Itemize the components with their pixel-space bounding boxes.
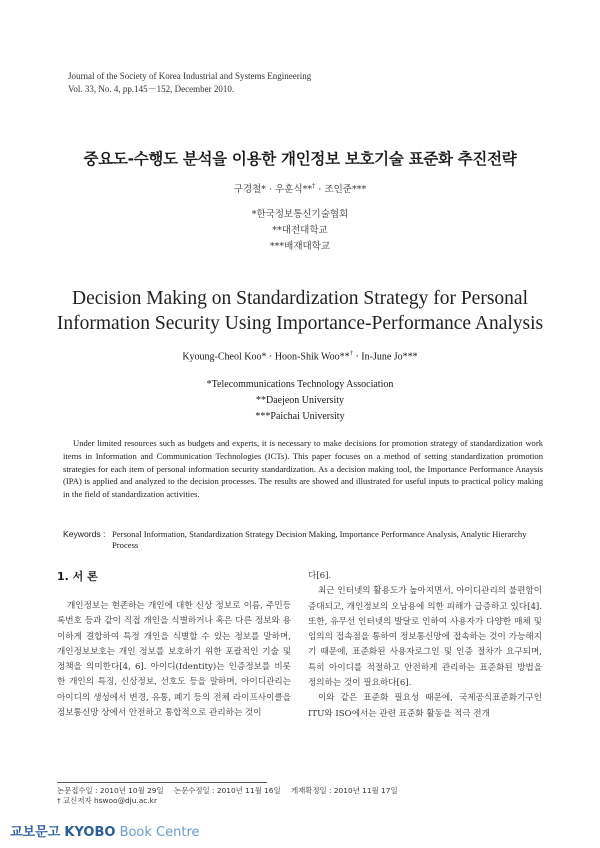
paragraph: 다[6]. xyxy=(308,571,332,581)
revised-date: 논문수정일 : 2010년 11월 16일 xyxy=(173,786,281,795)
english-authors: Kyoung-Cheol Koo* · Hoon-Shik Woo**† · In-June Jo*** xyxy=(182,350,418,363)
body-column-right xyxy=(308,569,542,722)
author-3: 조인준*** xyxy=(324,184,367,195)
corresponding-mark: † xyxy=(349,350,353,357)
kyobo-watermark xyxy=(10,821,200,840)
journal-name: Journal of the Society of Korea Industrial and Systems Engineering xyxy=(68,71,312,81)
affiliation: *한국정보통신기술협회 xyxy=(251,209,349,220)
affiliation: ***Paichai University xyxy=(255,411,345,422)
keywords-label: Keywords : xyxy=(63,529,106,539)
footnote-divider xyxy=(57,782,267,783)
author-1: 구경철* xyxy=(233,184,267,195)
author-3: In-June Jo*** xyxy=(361,351,418,363)
journal-header xyxy=(68,70,311,96)
footnote xyxy=(57,786,406,806)
author-2: 우훈식** xyxy=(275,184,313,195)
keywords-text: Personal Information, Standardization Strategy Decision Making, Importance Performance Analysis, Analytic Hierarchy Process xyxy=(112,529,527,550)
english-title: Decision Making on Standardization Strategy for Personal Information Security Using Importance-Performance Analysis xyxy=(56,288,544,334)
affiliation: **Daejeon University xyxy=(255,395,345,406)
english-affiliations xyxy=(0,377,600,425)
korean-affiliations xyxy=(0,207,600,255)
brand-suffix: Book Centre xyxy=(119,825,200,840)
corresponding-mark: † xyxy=(312,181,316,190)
body-column-left: 개인정보는 현존하는 개인에 대한 신상 정보로 이름, 주민등록번호 등과 같이 직접 개인을 식별하거나 혹은 다른 정보와 용이하게 결합하여 특정 개인을 식별할 수 있는 정보를 말하며, 개인정보보호는 개인 정보를 보호하기 위한 포괄적인 기술 및 정책을 의미한다[4, 6]. 아이디(Identity)는 인증정보를 비롯한 개인의 특징, 신상정보, 선호도 등을 말하며, 아이디관리는 아이디의 생성에서 변경, 유통, 폐기 등의 전체 라이프사이클을 정보통신망 상에서 안전하고 통합적으로 관리하는 것이 xyxy=(57,601,291,719)
affiliation: **대전대학교 xyxy=(272,225,328,236)
brand-name: KYOBO xyxy=(64,825,116,840)
affiliation: *Telecommunications Technology Association xyxy=(206,379,394,390)
brand-korean: 교보문고 xyxy=(10,825,61,840)
affiliation: ***배재대학교 xyxy=(269,241,331,252)
paragraph: 최근 인터넷의 활용도가 높아지면서, 아이디관리의 불편함이 증대되고, 개인정보의 오남용에 의한 피해가 급증하고 있다[4]. 또한, 유무선 인터넷의 발달로 인하여 사용자가 다양한 매체 및 임의의 접속점을 통하여 정보통신망에 접속하는 것이 가능해지기 때문에, 표준화된 사용자로그인 및 인증 절차가 요구되며, 특히 아이디를 적절하고 안전하게 관리하는 표준화된 방법을 정의하는 것이 필요하다[6]. xyxy=(308,586,542,689)
abstract: Under limited resources such as budgets and experts, it is necessary to make decisions for promotion strategy of standardization work items in Information and Communication Technologies (ICTs). This paper focuses on a method of setting standardization promotion strategies for each item of personal information security standardization. As a decision making tool, the Importance Performance Anaysis (IPA) is applied and analyzed to the decision processes. The results are showed and illustrated for useful inputs to practical policy making in the field of standardization activities. xyxy=(63,438,543,500)
accepted-date: 게재확정일 : 2010년 11월 17일 xyxy=(290,786,398,795)
section-heading: 1. 서 론 xyxy=(57,570,98,583)
journal-volume: Vol. 33, No. 4, pp.145－152, December 2010. xyxy=(68,84,235,94)
author-2: Hoon-Shik Woo** xyxy=(274,351,350,363)
korean-title: 중요도-수행도 분석을 이용한 개인정보 보호기술 표준화 추진전략 xyxy=(83,150,517,168)
received-date: 논문접수일 : 2010년 10월 29일 xyxy=(57,786,164,795)
corresponding-author: † 교신저자 hswoo@dju.ac.kr xyxy=(57,796,158,805)
submission-dates xyxy=(57,786,406,796)
paragraph: 이와 같은 표준화 필요성 때문에, 국제공식표준화기구인 ITU와 ISO에서는 관련 표준화 활동을 적극 전개 xyxy=(308,693,542,719)
korean-authors: 구경철* · 우훈식**† · 조인준*** xyxy=(233,181,367,195)
author-1: Kyoung-Cheol Koo* xyxy=(182,351,267,363)
